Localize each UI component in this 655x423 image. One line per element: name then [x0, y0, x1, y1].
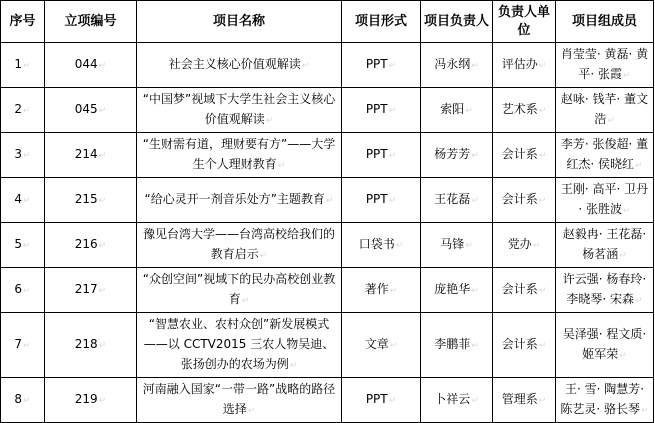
header-code: 立项编号 — [45, 1, 137, 43]
paragraph-mark: ↵ — [98, 241, 107, 251]
header-leader: 项目负责人 — [421, 1, 493, 43]
paragraph-mark: ↵ — [619, 251, 627, 261]
leader-unit-cell-text: 评估办 — [501, 57, 538, 71]
paragraph-mark: ↵ — [301, 61, 310, 71]
paragraph-mark: ↵ — [388, 61, 397, 71]
leader-unit-cell — [493, 223, 556, 268]
paragraph-mark: ↵ — [623, 206, 631, 216]
project-form-cell-text: 著作 — [364, 282, 389, 296]
row-number-cell — [1, 88, 45, 133]
project-members-cell-text: 赵毅冉· 王花磊· 杨茗涵 — [562, 227, 647, 261]
project-members-cell-text: 王· 雪· 陶慧芳· 陈艺灵· 骆长琴 — [560, 382, 645, 416]
project-form-cell-text: PPT — [365, 57, 388, 71]
leader-unit-cell-text: 会计系 — [501, 282, 538, 296]
paragraph-mark: ↵ — [23, 106, 31, 116]
paragraph-mark: ↵ — [607, 116, 615, 126]
project-code-cell — [45, 223, 137, 268]
project-code-cell-text: 216 — [74, 237, 98, 251]
row-number-cell — [1, 378, 45, 423]
project-members-cell — [556, 313, 654, 378]
paragraph-mark: ↵ — [98, 286, 107, 296]
project-form-cell-text: 文章 — [364, 337, 389, 351]
project-name-cell-text: 河南融入国家“一带一路”战略的路径选择 — [142, 382, 336, 416]
project-code-cell — [45, 133, 137, 178]
project-form-cell — [342, 268, 421, 313]
leader-unit-cell-text: 管理系 — [501, 392, 538, 406]
paragraph-mark: ↵ — [23, 61, 31, 71]
project-name-cell-text: “智慧农业、农村众创”新发展模式——以 CCTV2015 三农人物吴迪、张扬创办的农场为例 — [143, 317, 335, 371]
leader-unit-cell-text: 会计系 — [501, 192, 538, 206]
paragraph-mark: ↵ — [23, 151, 31, 161]
project-code-cell — [45, 43, 137, 88]
paragraph-mark: ↵ — [325, 196, 334, 206]
project-name-cell — [137, 43, 342, 88]
project-code-cell-text: 219 — [74, 392, 98, 406]
header-row — [1, 1, 654, 43]
leader-unit-cell — [493, 378, 556, 423]
project-leader-cell — [421, 88, 493, 133]
project-name-cell — [137, 88, 342, 133]
row-number-cell-text: 4 — [14, 192, 23, 206]
project-members-cell-text: 吴泽强· 程文质· 姬军荣 — [562, 327, 647, 361]
paragraph-mark: ↵ — [388, 106, 397, 116]
row-number-cell-text: 1 — [14, 57, 23, 71]
project-members-cell-text: 肖莹莹· 黄磊· 黄平· 张霞 — [560, 47, 649, 81]
paragraph-mark: ↵ — [538, 396, 547, 406]
paragraph-mark: ↵ — [471, 151, 479, 161]
paragraph-mark: ↵ — [23, 341, 31, 351]
project-name-cell-text: “生财需有道，理财要有方”——大学生个人理财教育 — [142, 137, 336, 171]
project-form-cell — [342, 223, 421, 268]
paragraph-mark: ↵ — [538, 196, 547, 206]
project-leader-cell — [421, 178, 493, 223]
header-name: 项目名称 — [137, 1, 342, 43]
project-name-cell — [137, 178, 342, 223]
row-number-cell — [1, 178, 45, 223]
paragraph-mark: ↵ — [465, 241, 473, 251]
project-code-cell — [45, 313, 137, 378]
project-form-cell-text: PPT — [365, 392, 388, 406]
project-leader-cell-text: 卜祥云 — [434, 392, 471, 406]
paragraph-mark: ↵ — [388, 196, 397, 206]
project-code-cell-text: 214 — [74, 147, 98, 161]
paragraph-mark: ↵ — [538, 106, 547, 116]
paragraph-mark: ↵ — [241, 296, 250, 306]
paragraph-mark: ↵ — [538, 151, 547, 161]
project-members-cell — [556, 268, 654, 313]
paragraph-mark: ↵ — [98, 396, 107, 406]
project-form-cell — [342, 378, 421, 423]
paragraph-mark: ↵ — [98, 106, 107, 116]
project-name-cell — [137, 268, 342, 313]
project-leader-cell-text: 王花磊 — [434, 192, 471, 206]
paragraph-mark: ↵ — [465, 106, 473, 116]
paragraph-mark: ↵ — [289, 361, 298, 371]
paragraph-mark: ↵ — [98, 151, 107, 161]
leader-unit-cell — [493, 88, 556, 133]
paragraph-mark: ↵ — [619, 351, 627, 361]
leader-unit-cell — [493, 43, 556, 88]
table-row — [1, 268, 654, 313]
row-number-cell — [1, 268, 45, 313]
project-leader-cell — [421, 223, 493, 268]
paragraph-mark: ↵ — [538, 286, 547, 296]
project-form-cell — [342, 88, 421, 133]
row-number-cell-text: 7 — [14, 337, 23, 351]
project-leader-cell — [421, 268, 493, 313]
project-form-cell — [342, 313, 421, 378]
paragraph-mark: ↵ — [388, 151, 397, 161]
table-row — [1, 313, 654, 378]
project-leader-cell-text: 杨芳芳 — [434, 147, 471, 161]
paragraph-mark: ↵ — [538, 341, 547, 351]
project-name-cell — [137, 313, 342, 378]
project-members-cell-text: 许云强· 杨春玲· 李晓琴· 宋森 — [562, 272, 647, 306]
paragraph-mark: ↵ — [532, 241, 541, 251]
row-number-cell-text: 3 — [14, 147, 23, 161]
project-members-cell — [556, 88, 654, 133]
project-form-cell-text: PPT — [365, 102, 388, 116]
paragraph-mark: ↵ — [23, 196, 31, 206]
leader-unit-cell — [493, 268, 556, 313]
project-name-cell-text: “中国梦”视域下大学生社会主义核心价值观解读 — [142, 92, 336, 126]
project-form-cell — [342, 43, 421, 88]
paragraph-mark: ↵ — [471, 61, 479, 71]
project-code-cell-text: 217 — [74, 282, 98, 296]
paragraph-mark: ↵ — [23, 241, 31, 251]
paragraph-mark: ↵ — [623, 71, 631, 81]
row-number-cell — [1, 313, 45, 378]
project-members-cell-text: 李芳· 张俊超· 董红杰· 侯晓红 — [560, 137, 649, 171]
project-leader-cell — [421, 133, 493, 178]
project-leader-cell-text: 李鹏菲 — [434, 337, 471, 351]
project-code-cell-text: 045 — [74, 102, 98, 116]
row-number-cell — [1, 223, 45, 268]
project-name-cell — [137, 378, 342, 423]
table-row — [1, 178, 654, 223]
project-members-cell — [556, 178, 654, 223]
paragraph-mark: ↵ — [635, 161, 643, 171]
project-code-cell-text: 218 — [74, 337, 98, 351]
paragraph-mark: ↵ — [538, 61, 547, 71]
paragraph-mark: ↵ — [635, 296, 643, 306]
leader-unit-cell-text: 会计系 — [501, 147, 538, 161]
paragraph-mark: ↵ — [395, 241, 404, 251]
project-name-cell-text: 社会主义核心价值观解读 — [168, 57, 301, 71]
paragraph-mark: ↵ — [98, 341, 107, 351]
project-leader-cell-text: 冯永纲 — [434, 57, 471, 71]
project-code-cell — [45, 268, 137, 313]
project-leader-cell — [421, 378, 493, 423]
paragraph-mark: ↵ — [471, 341, 479, 351]
row-number-cell-text: 8 — [14, 392, 23, 406]
paragraph-mark: ↵ — [247, 406, 256, 416]
project-form-cell — [342, 133, 421, 178]
row-number-cell-text: 6 — [14, 282, 23, 296]
project-name-cell-text: “给心灵开一剂音乐处方”主题教育 — [144, 192, 325, 206]
row-number-cell — [1, 43, 45, 88]
table-row — [1, 378, 654, 423]
paragraph-mark: ↵ — [277, 161, 286, 171]
paragraph-mark: ↵ — [23, 286, 31, 296]
paragraph-mark: ↵ — [471, 396, 479, 406]
header-form: 项目形式 — [342, 1, 421, 43]
project-form-cell — [342, 178, 421, 223]
table-row — [1, 43, 654, 88]
project-members-cell-text: 赵咏· 钱芊· 董文浩 — [560, 92, 649, 126]
project-name-cell-text: “众创空间”视域下的民办高校创业教育 — [142, 272, 336, 306]
project-leader-cell — [421, 313, 493, 378]
project-code-cell — [45, 178, 137, 223]
table-body — [1, 43, 654, 423]
paragraph-mark: ↵ — [471, 286, 479, 296]
header-no: 序号 — [1, 1, 45, 43]
project-form-cell-text: PPT — [365, 192, 388, 206]
header-members: 项目组成员 — [556, 1, 654, 43]
leader-unit-cell-text: 党办 — [507, 237, 532, 251]
project-members-cell — [556, 43, 654, 88]
row-number-cell-text: 2 — [14, 102, 23, 116]
project-name-cell-text: 豫见台湾大学——台湾高校给我们的教育启示 — [142, 227, 335, 261]
leader-unit-cell — [493, 133, 556, 178]
project-name-cell — [137, 133, 342, 178]
project-leader-cell — [421, 43, 493, 88]
project-members-cell — [556, 378, 654, 423]
paragraph-mark: ↵ — [265, 116, 274, 126]
paragraph-mark: ↵ — [471, 196, 479, 206]
project-leader-cell-text: 马锋 — [440, 237, 465, 251]
paragraph-mark: ↵ — [389, 341, 398, 351]
paragraph-mark: ↵ — [23, 396, 31, 406]
project-form-cell-text: PPT — [365, 147, 388, 161]
project-name-cell — [137, 223, 342, 268]
paragraph-mark: ↵ — [389, 286, 398, 296]
paragraph-mark: ↵ — [98, 196, 107, 206]
project-members-cell — [556, 133, 654, 178]
project-leader-cell-text: 索阳 — [440, 102, 465, 116]
row-number-cell — [1, 133, 45, 178]
project-members-cell — [556, 223, 654, 268]
project-code-cell — [45, 378, 137, 423]
leader-unit-cell — [493, 313, 556, 378]
header-unit: 负责人单位 — [493, 1, 556, 43]
project-leader-cell-text: 庞艳华 — [434, 282, 471, 296]
leader-unit-cell-text: 会计系 — [501, 337, 538, 351]
paragraph-mark: ↵ — [641, 406, 649, 416]
project-code-cell — [45, 88, 137, 133]
paragraph-mark: ↵ — [259, 251, 268, 261]
row-number-cell-text: 5 — [14, 237, 23, 251]
table-row — [1, 88, 654, 133]
project-members-cell-text: 王刚· 高平· 卫丹· 张胜波 — [560, 182, 649, 216]
leader-unit-cell-text: 艺术系 — [501, 102, 538, 116]
project-code-cell-text: 215 — [74, 192, 98, 206]
paragraph-mark: ↵ — [98, 61, 107, 71]
table-row — [1, 223, 654, 268]
paragraph-mark: ↵ — [388, 396, 397, 406]
project-form-cell-text: 口袋书 — [358, 237, 395, 251]
project-code-cell-text: 044 — [74, 57, 98, 71]
leader-unit-cell — [493, 178, 556, 223]
table-row — [1, 133, 654, 178]
